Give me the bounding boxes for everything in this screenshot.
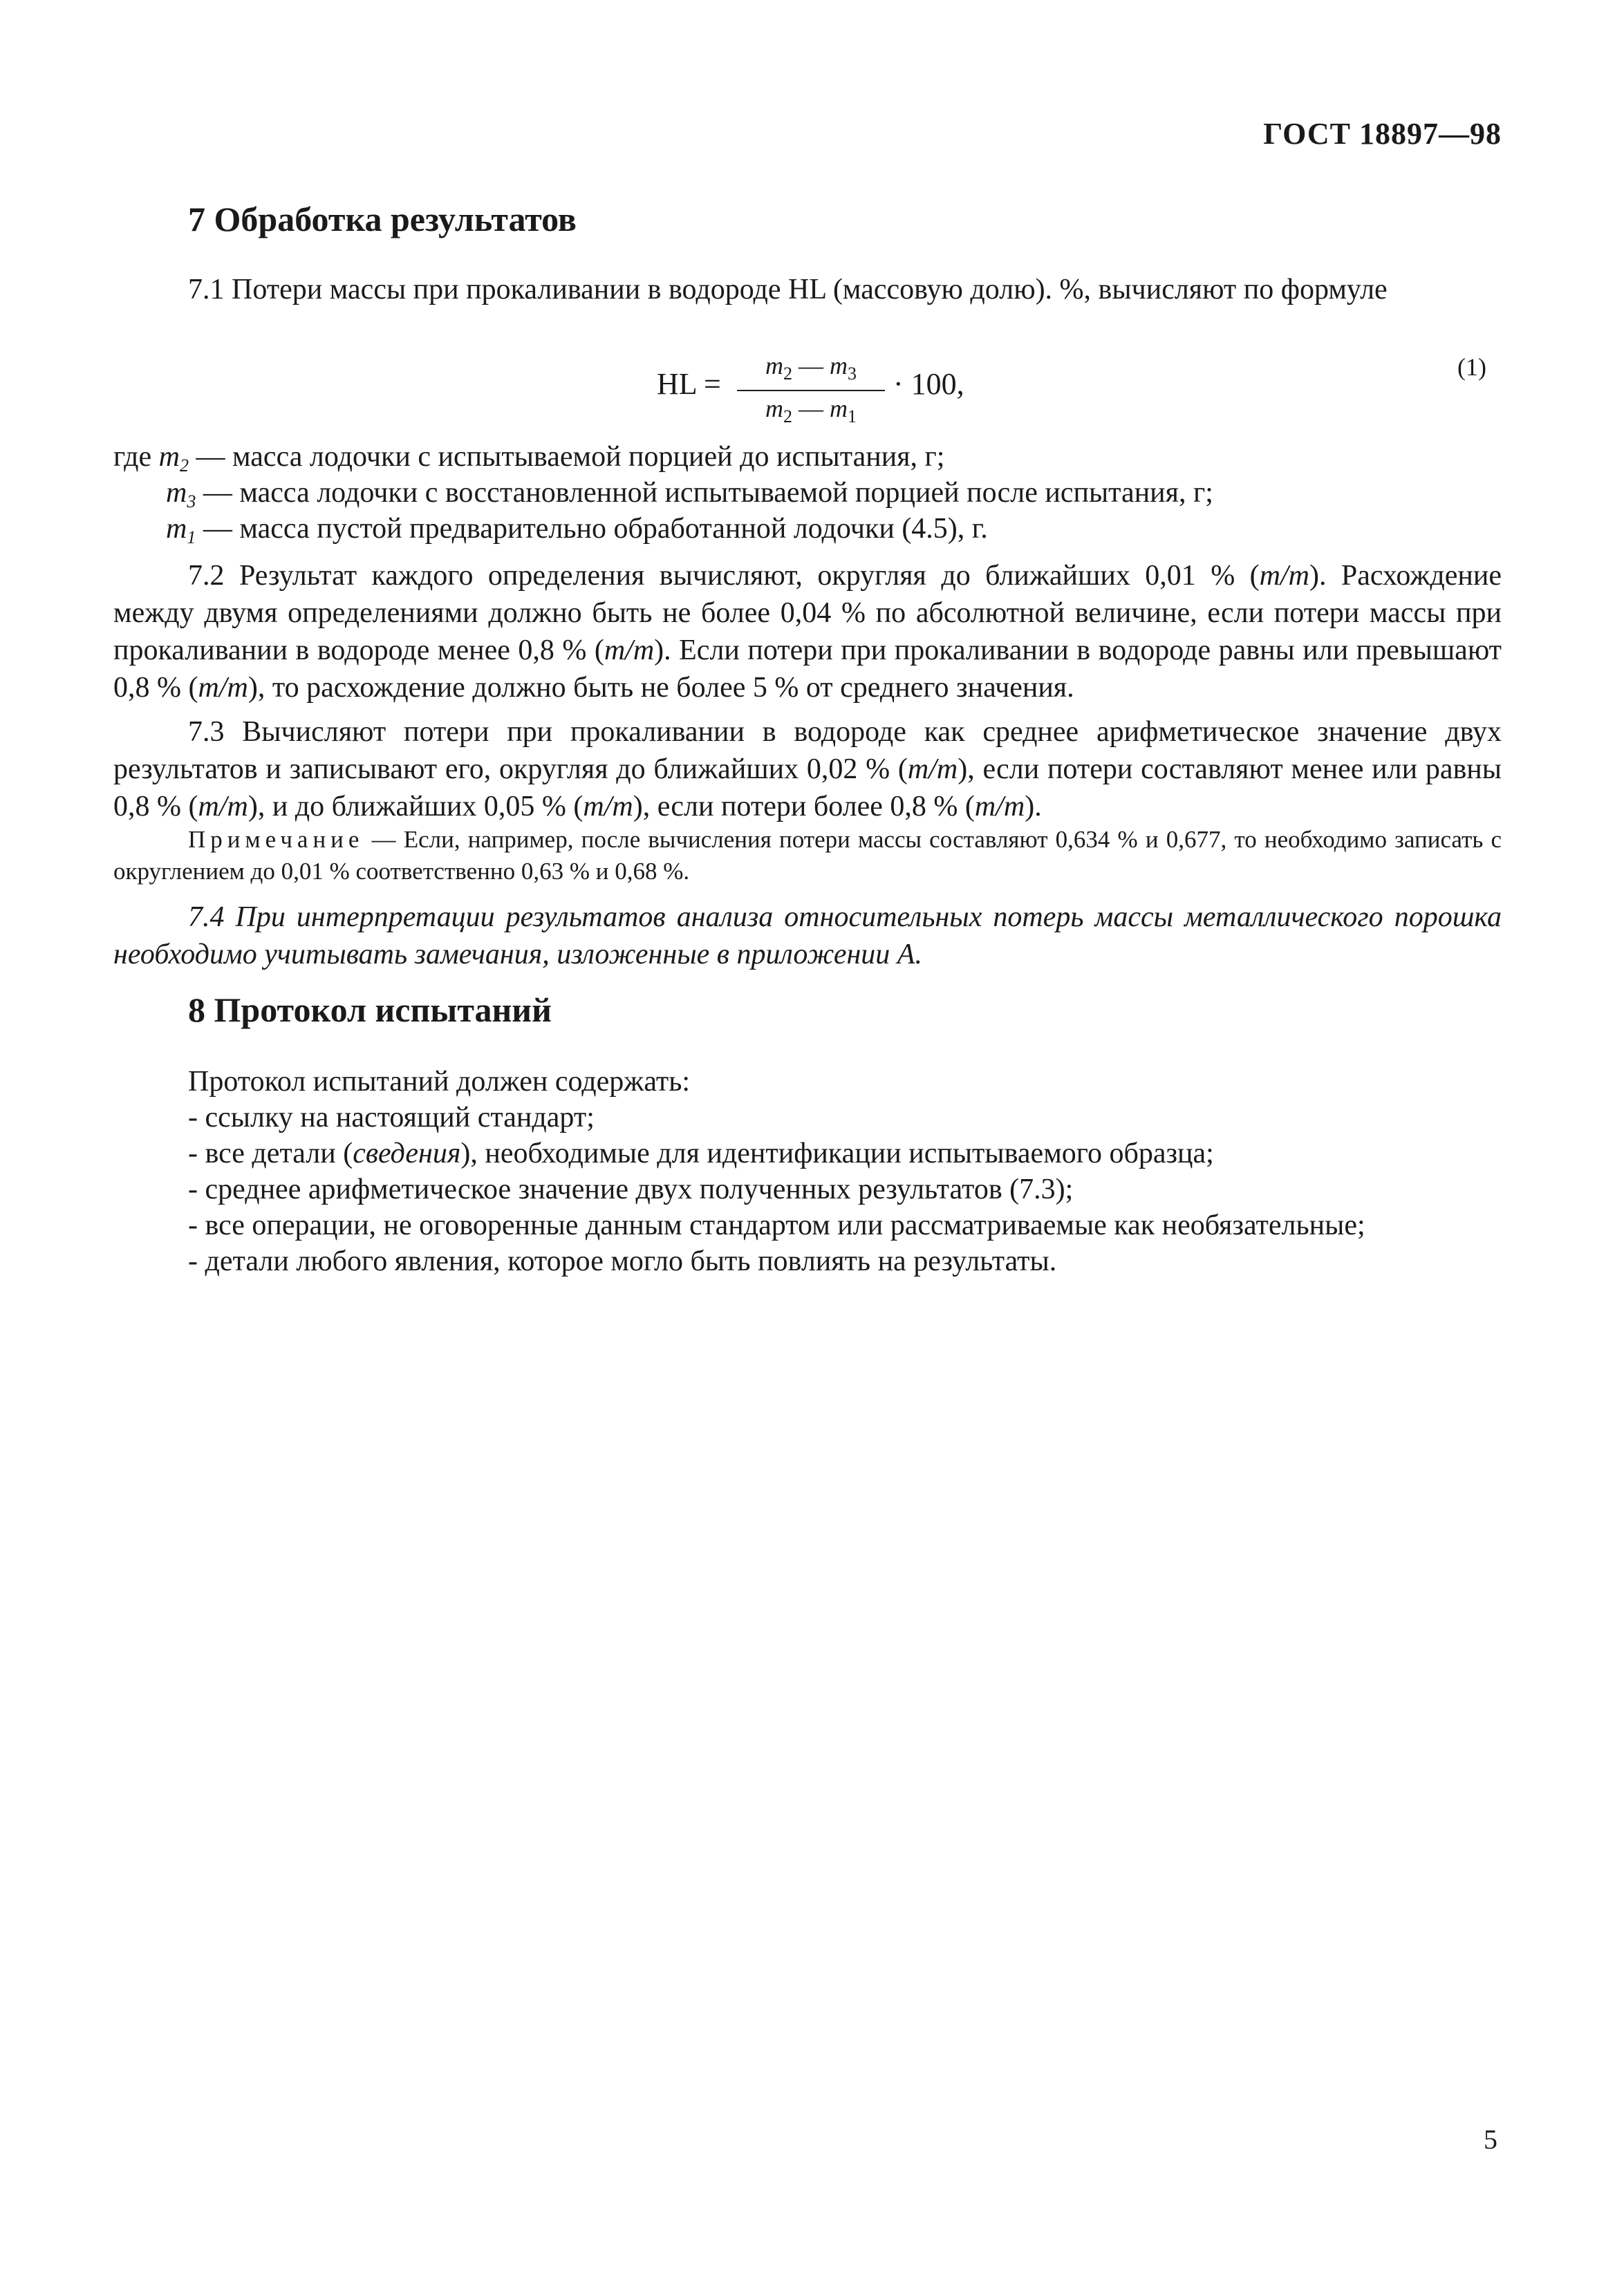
paragraph-7-2: 7.2 Результат каждого определения вычисляют, округляя до ближайших 0,01 % (m/m). Расхождение между двумя определениями должно быть не более 0,04 % по абсолютной величине, если потери массы при прокаливании в водороде менее 0,8 % (m/m). Если потери при прокаливании в водороде равны или превышают 0,8 % (m/m), то расхождение должно быть не более 5 % от среднего значения. (113, 560, 1502, 704)
section-8-title: 8 Протокол испытаний (188, 990, 552, 1029)
formula-denominator: $m_2$ — $m_1$ (765, 395, 857, 426)
list-item: - все детали (сведения), необходимые для идентификации испытываемого образца; (188, 1138, 1214, 1169)
fraction-bar (737, 390, 885, 391)
formula-rhs: · 100, (893, 367, 964, 401)
formula-number: (1) (1457, 353, 1486, 381)
paragraph-7-1: 7.1 Потери массы при прокаливании в водороде HL (массовую долю). %, вычисляют по формуле (188, 274, 1388, 305)
list-item: - детали любого явления, которое могло быть повлиять на результаты. (188, 1245, 1057, 1277)
paragraph-7-3: 7.3 Вычисляют потери при прокаливании в водороде как среднее арифметическое значение двух результатов и записывают его, округляя до ближайших 0,02 % (m/m), если потери составляют менее или равны 0,8 % (m/m), и до ближайших 0,05 % (m/m), если потери более 0,8 % (m/m). (113, 716, 1502, 822)
protocol-intro: Протокол испытаний должен содержать: (188, 1066, 691, 1098)
list-item: - все операции, не оговоренные данным стандартом или рассматриваемые как необязательные; (188, 1210, 1365, 1241)
formula-fraction (737, 351, 885, 434)
where-prefix: где (113, 441, 152, 473)
note (113, 824, 1502, 887)
page-number: 5 (1484, 2124, 1497, 2155)
where-text: масса лодочки с восстановленной испытываемой порцией после испытания, г; (239, 477, 1213, 509)
section-7-title: 7 Обработка результатов (188, 200, 577, 238)
where-text: масса пустой предварительно обработанной лодочки (4.5), г. (239, 513, 988, 545)
paragraph-7-4: 7.4 При интерпретации результатов анализа относительных потерь массы металлического порошка необходимо учитывать замечания, изложенные в приложении А. (113, 901, 1502, 970)
note-text: — Если, например, после вычисления потери массы составляют 0,634 % и 0,677, то необходимо записать с округлением до 0,01 % соответственно 0,63 % и 0,68 %. (113, 826, 1502, 885)
where-text: масса лодочки с испытываемой порцией до испытания, г; (232, 441, 945, 473)
list-item: - ссылку на настоящий стандарт; (188, 1102, 595, 1133)
formula-lhs: HL = (657, 367, 721, 401)
document-header: ГОСТ 18897—98 (1263, 117, 1502, 151)
where-row: $m_3$ — масса лодочки с восстановленной испытываемой порцией после испытания, г; (166, 477, 1213, 511)
where-row: $m_1$ — масса пустой предварительно обработанной лодочки (4.5), г. (166, 513, 988, 547)
formula-numerator: $m_2$ — $m_3$ (765, 352, 857, 384)
list-item: - среднее арифметическое значение двух полученных результатов (7.3); (188, 1174, 1074, 1205)
note-label: Примечание (188, 826, 364, 853)
where-row: где $m_2$ — масса лодочки с испытываемой порцией до испытания, г; (113, 441, 945, 476)
